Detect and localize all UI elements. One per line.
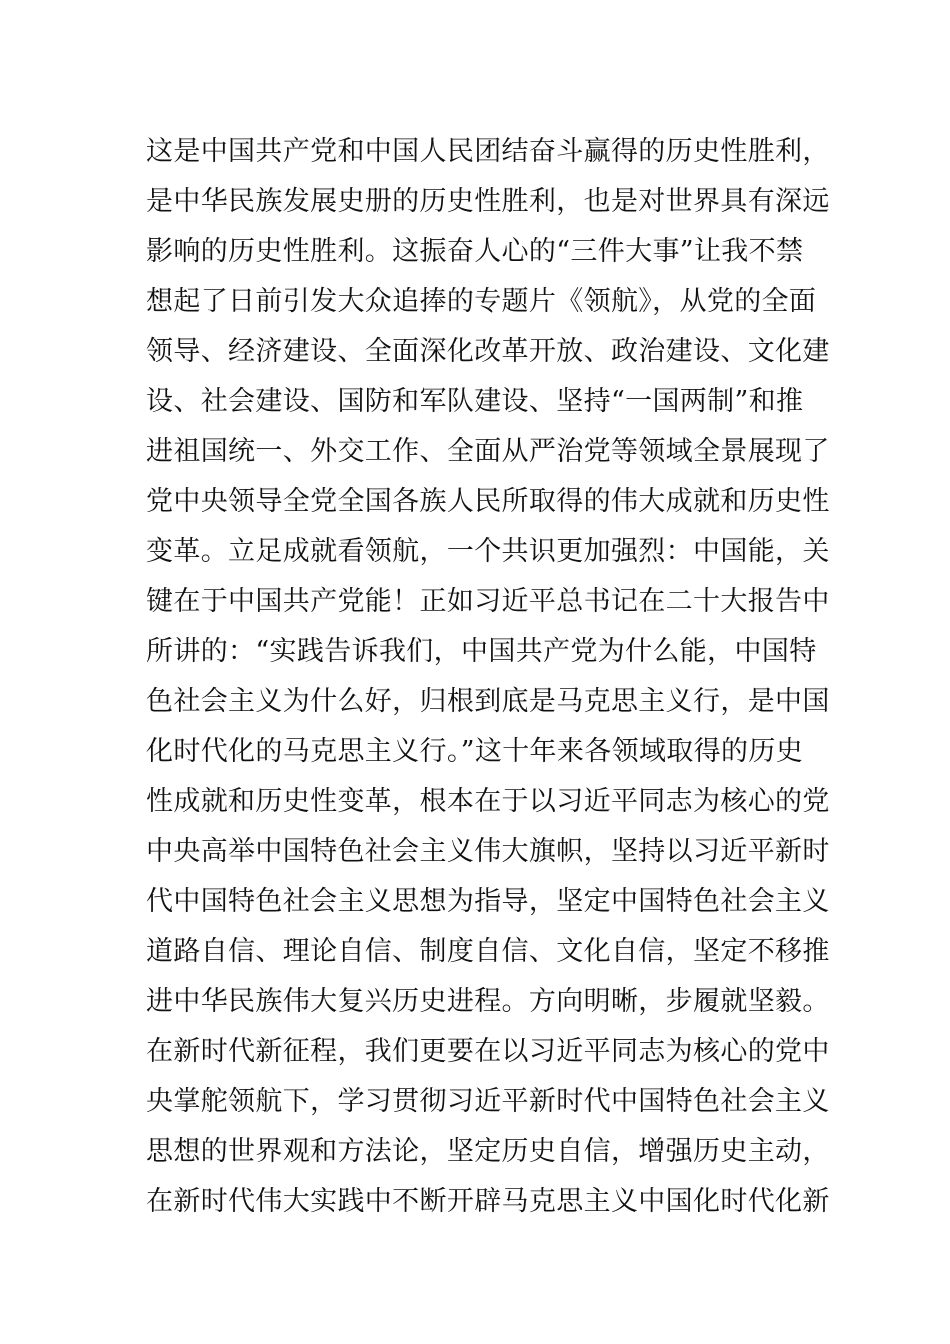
text-line: 影响的历史性胜利。这振奋人心的“三件大事”让我不禁 (146, 236, 804, 267)
text-line: 央掌舵领航下，学习贯彻习近平新时代中国特色社会主义 (146, 1086, 830, 1117)
text-line: 化时代化的马克思主义行。”这十年来各领域取得的历史 (146, 736, 804, 767)
text-line: 代中国特色社会主义思想为指导，坚定中国特色社会主义 (146, 886, 830, 917)
text-line: 是中华民族发展史册的历史性胜利，也是对世界具有深远 (146, 186, 830, 217)
text-line: 所讲的：“实践告诉我们，中国共产党为什么能，中国特 (146, 636, 817, 667)
text-line: 变革。立足成就看领航，一个共识更加强烈：中国能，关 (146, 536, 830, 567)
text-line: 进祖国统一、外交工作、全面从严治党等领域全景展现了 (146, 436, 830, 467)
text-line: 色社会主义为什么好，归根到底是马克思主义行，是中国 (146, 686, 830, 717)
text-line: 领导、经济建设、全面深化改革开放、政治建设、文化建 (146, 336, 830, 367)
text-line: 在新时代新征程，我们更要在以习近平同志为核心的党中 (146, 1036, 830, 1067)
text-line: 中央高举中国特色社会主义伟大旗帜，坚持以习近平新时 (146, 836, 830, 867)
text-line: 设、社会建设、国防和军队建设、坚持“一国两制”和推 (146, 386, 804, 417)
text-line: 思想的世界观和方法论，坚定历史自信，增强历史主动， (146, 1136, 830, 1167)
text-line: 想起了日前引发大众追捧的专题片《领航》，从党的全面 (146, 286, 817, 317)
text-line: 性成就和历史性变革，根本在于以习近平同志为核心的党 (146, 786, 830, 817)
text-line: 键在于中国共产党能！正如习近平总书记在二十大报告中 (146, 586, 830, 617)
text-line: 这是中国共产党和中国人民团结奋斗赢得的历史性胜利， (146, 136, 830, 167)
text-line: 在新时代伟大实践中不断开辟马克思主义中国化时代化新 (146, 1186, 830, 1217)
text-line: 道路自信、理论自信、制度自信、文化自信，坚定不移推 (146, 936, 830, 967)
text-line: 党中央领导全党全国各族人民所取得的伟大成就和历史性 (146, 486, 830, 517)
text-line: 进中华民族伟大复兴历史进程。方向明晰，步履就坚毅。 (146, 986, 830, 1017)
